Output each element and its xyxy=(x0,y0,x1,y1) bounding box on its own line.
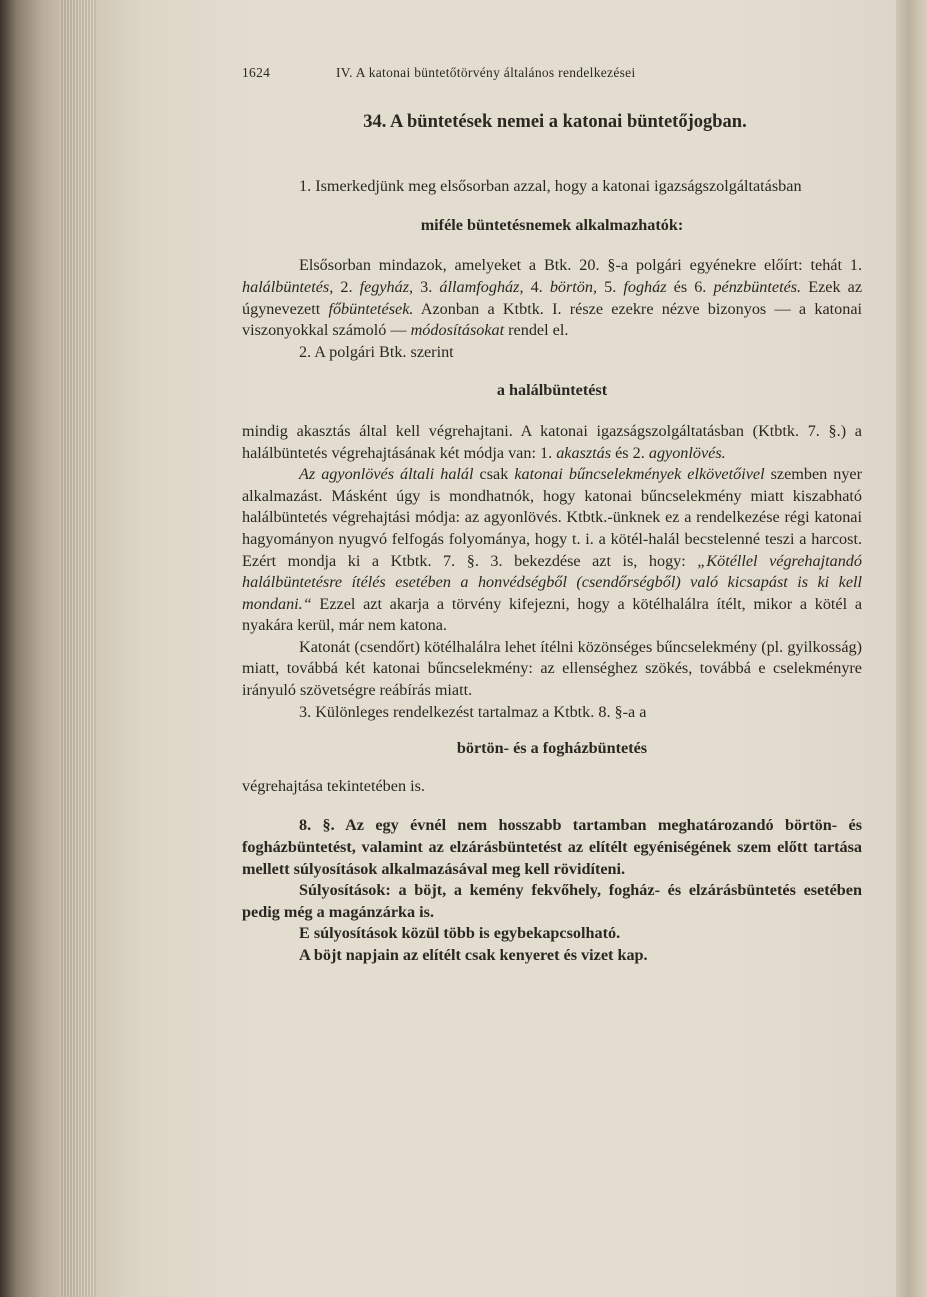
section-title: 34. A büntetések nemei a katonai büntetőjogban. xyxy=(363,111,747,132)
heading-prison: börtön- és a fogházbüntetés xyxy=(456,739,648,758)
running-head-title: IV. A katonai büntetőtörvény általános rendelkezései xyxy=(336,65,636,80)
page-stack-edge xyxy=(60,0,96,1297)
paragraph-5: Az agyonlövés általi halál csak katonai bűncselekmények elkövetőivel szemben nyer alkalmazást. Másként úgy is mondhatnók, hogy katonai bűncselekmény miatt kiszabható halálbüntetés végrehajtási módja: az agyonlövés. Ktbtk.-ünknek ez a rendelkezése régi katonai hagyományon nyugvó felfogás folyományа, hogy t. i. a kötél-halál becstelenné teszi a harcost. Ezért mondja ki a Ktbtk. 7. §. 3. bekezdése azt is, hogy: „Kötéllel végrehajtandó halálbüntetésre ítélés esetében a honvédségből (csendőrségből) való kicsapást is ki kell mondani.“ Ezzel azt akarja a törvény kifejezni, hogy a kötélhalálra ítélt, mikor a kötél a nyakára kerül, már nem katona. xyxy=(242,465,863,635)
page-number: 1624 xyxy=(242,65,271,80)
paragraph-8: végrehajtása tekintetében is. xyxy=(242,776,425,795)
heading-punishment-types: miféle büntetésnemek alkalmazhatók: xyxy=(420,215,684,234)
paragraph-11: E súlyosítások közül több is egybekapcsolható. xyxy=(299,924,621,943)
paragraph-12: A böjt napjain az elítélt csak kenyeret és vizet kap. xyxy=(299,946,648,964)
paragraph-4: mindig akasztás által kell végrehajtani. A katonai igazságszolgáltatásban (Ktbtk. 7. §.) a halálbüntetés végrehajtásának két módja van: 1. akasztás és 2. agyonlövés. xyxy=(242,421,862,462)
paragraph-10: Súlyosítások: a böjt, a kemény fekvőhely, fogház- és elzárásbüntetés esetében pedig még a magánzárka is. xyxy=(242,881,862,921)
book-spine-shadow xyxy=(0,0,96,1297)
page-content xyxy=(242,62,862,967)
paragraph-3: 2. A polgári Btk. szerint xyxy=(299,342,454,361)
heading-death-penalty: a halálbüntetést xyxy=(496,381,608,400)
page-right-edge xyxy=(896,0,927,1297)
paragraph-7: 3. Különleges rendelkezést tartalmaz a Ktbtk. 8. §-a a xyxy=(299,702,647,721)
paragraph-9-statute: 8. §. Az egy évnél nem hosszabb tartamban meghatározandó börtön- és fogházbüntetést, valamint az elzárásbüntetést az elítélt egyéniségének szem előtt tartása mellett súlyosítások alkalmazásával meg kell rövidíteni. xyxy=(242,816,862,878)
paragraph-2: Elsősorban mindazok, amelyeket a Btk. 20. §-a polgári egyénekre előírt: tehát 1. halálbüntetés, 2. fegyház, 3. államfogház, 4. börtön, 5. fogház és 6. pénzbüntetés. Ezek az úgynevezett főbüntetések. Azonban a Ktbtk. I. része ezekre nézve bizonyos — a katonai viszonyokkal számoló — módosításokat rendel el. xyxy=(242,256,863,340)
running-head xyxy=(242,62,862,84)
paragraph-1: 1. Ismerkedjünk meg elsősorban azzal, hogy a katonai igazságszolgáltatásban xyxy=(299,177,802,196)
paragraph-6: Katonát (csendőrt) kötélhalálra lehet ítélni közönséges bűncselekmény (pl. gyilkosság) miatt, továbbá két katonai bűncselekmény: az ellenséghez szökés, továbbá e cselekményre irányuló szövetségre reábírás miatt. xyxy=(242,637,862,700)
